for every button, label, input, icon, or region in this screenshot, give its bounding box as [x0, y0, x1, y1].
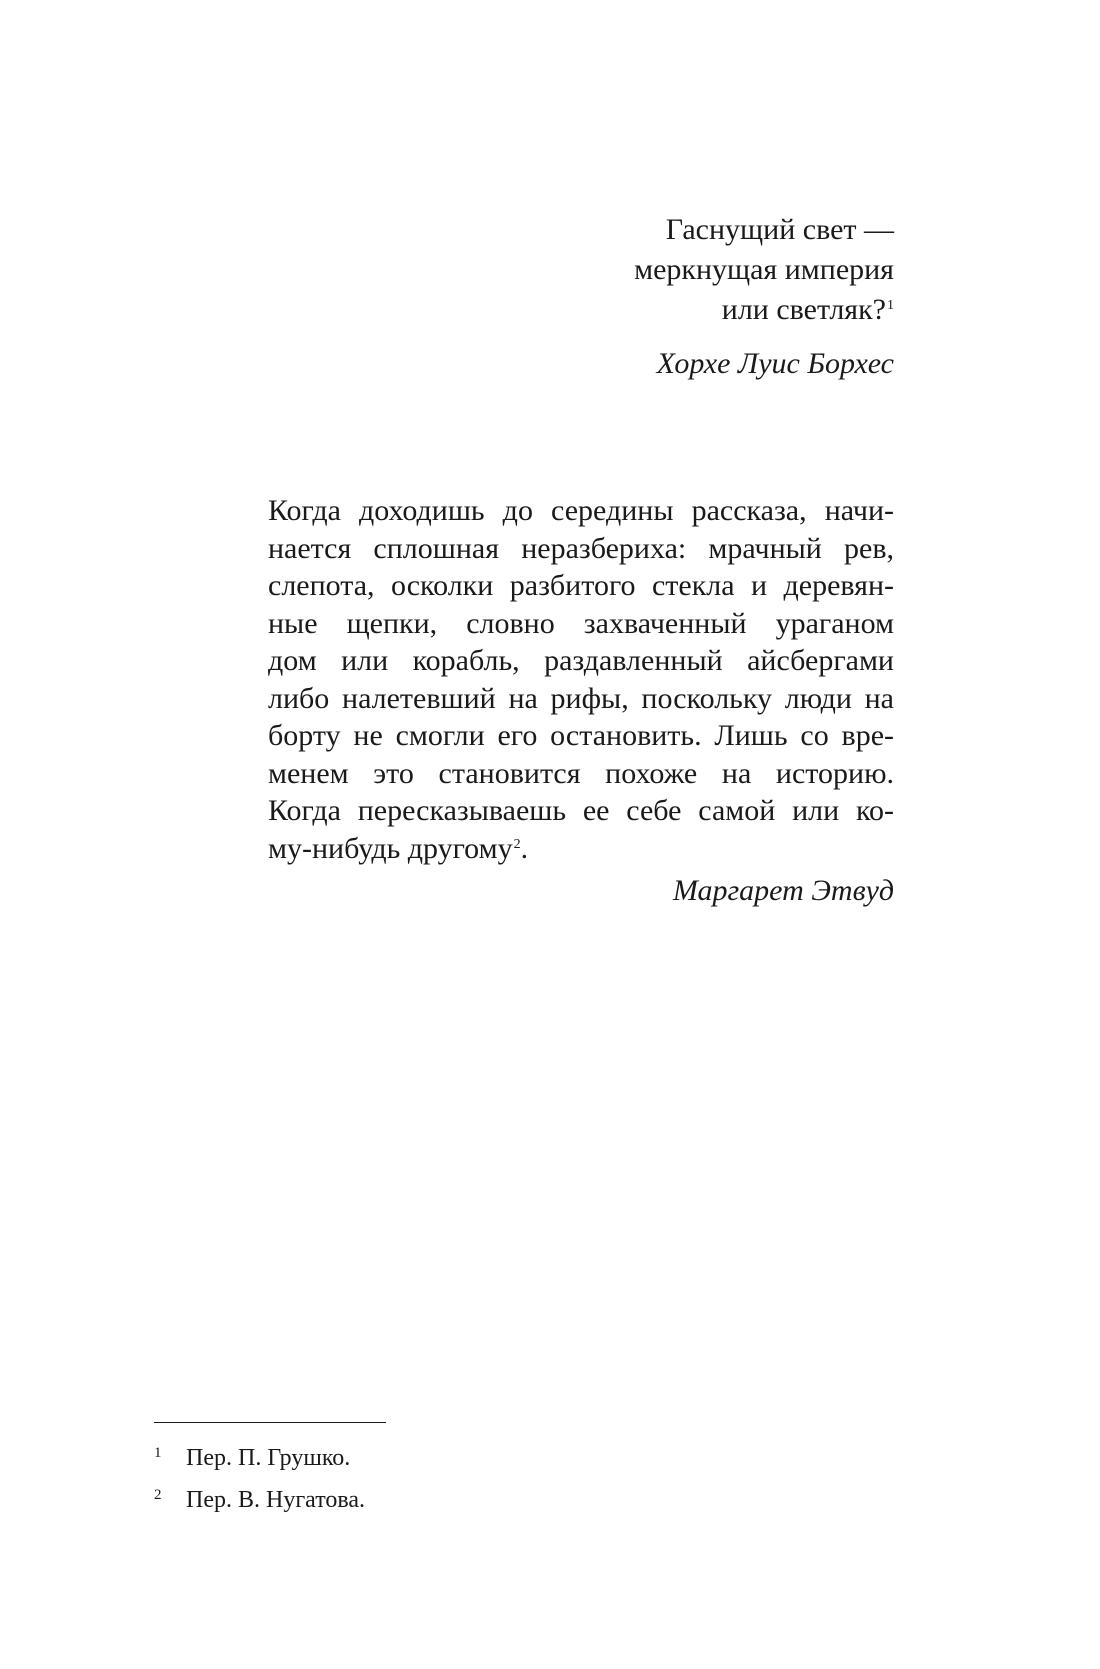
epigraph-author: Хорхе Луис Борхес	[656, 347, 894, 380]
footnote	[154, 1479, 654, 1521]
footnote-text: Пер. П. Грушко.	[186, 1445, 351, 1471]
footnote-divider	[154, 1422, 386, 1423]
epigraph-line	[474, 290, 894, 336]
footnote-number: 2	[154, 1487, 162, 1503]
epigraph-line: нается сплошная неразбериха: мрачный рев,	[268, 531, 894, 565]
footnote-ref[interactable]: 1	[887, 298, 894, 313]
epigraph-line: дом или корабль, раздавленный айсбергами	[268, 644, 894, 677]
epigraph-line: ные щепки, словно захваченный ураганом	[268, 606, 894, 640]
epigraph-line: Гаснущий свет —	[665, 213, 894, 246]
footnote-number: 1	[154, 1445, 162, 1461]
epigraph-borges	[474, 210, 894, 384]
footnote	[154, 1437, 654, 1479]
epigraph-line: борту не смогли его остановить. Лишь со вре-	[268, 719, 894, 752]
epigraph-line: либо налетевший на рифы, поскольку люди на	[268, 681, 894, 715]
epigraph-line: Когда пересказываешь ее себе самой или ко-	[268, 794, 894, 827]
epigraph-line: Когда доходишь до середины рассказа, начи-	[268, 494, 894, 527]
epigraph-atwood	[268, 492, 894, 911]
epigraph-author: Маргарет Этвуд	[672, 874, 894, 907]
epigraph-line	[268, 830, 894, 868]
epigraph-line-text: или светляк?	[721, 293, 886, 326]
footnotes	[154, 1437, 654, 1521]
epigraph-line: менем это становится похоже на историю.	[268, 756, 894, 790]
footnote-text: Пер. В. Нугатова.	[186, 1487, 366, 1513]
epigraph-line: меркнущая империя	[634, 253, 894, 286]
epigraph-line-tail: .	[520, 831, 529, 865]
epigraph-line-text: му-нибудь другому	[268, 831, 513, 865]
epigraph-line: слепота, осколки разбитого стекла и деревян-	[268, 569, 894, 602]
footnote-ref[interactable]: 2	[513, 836, 521, 852]
